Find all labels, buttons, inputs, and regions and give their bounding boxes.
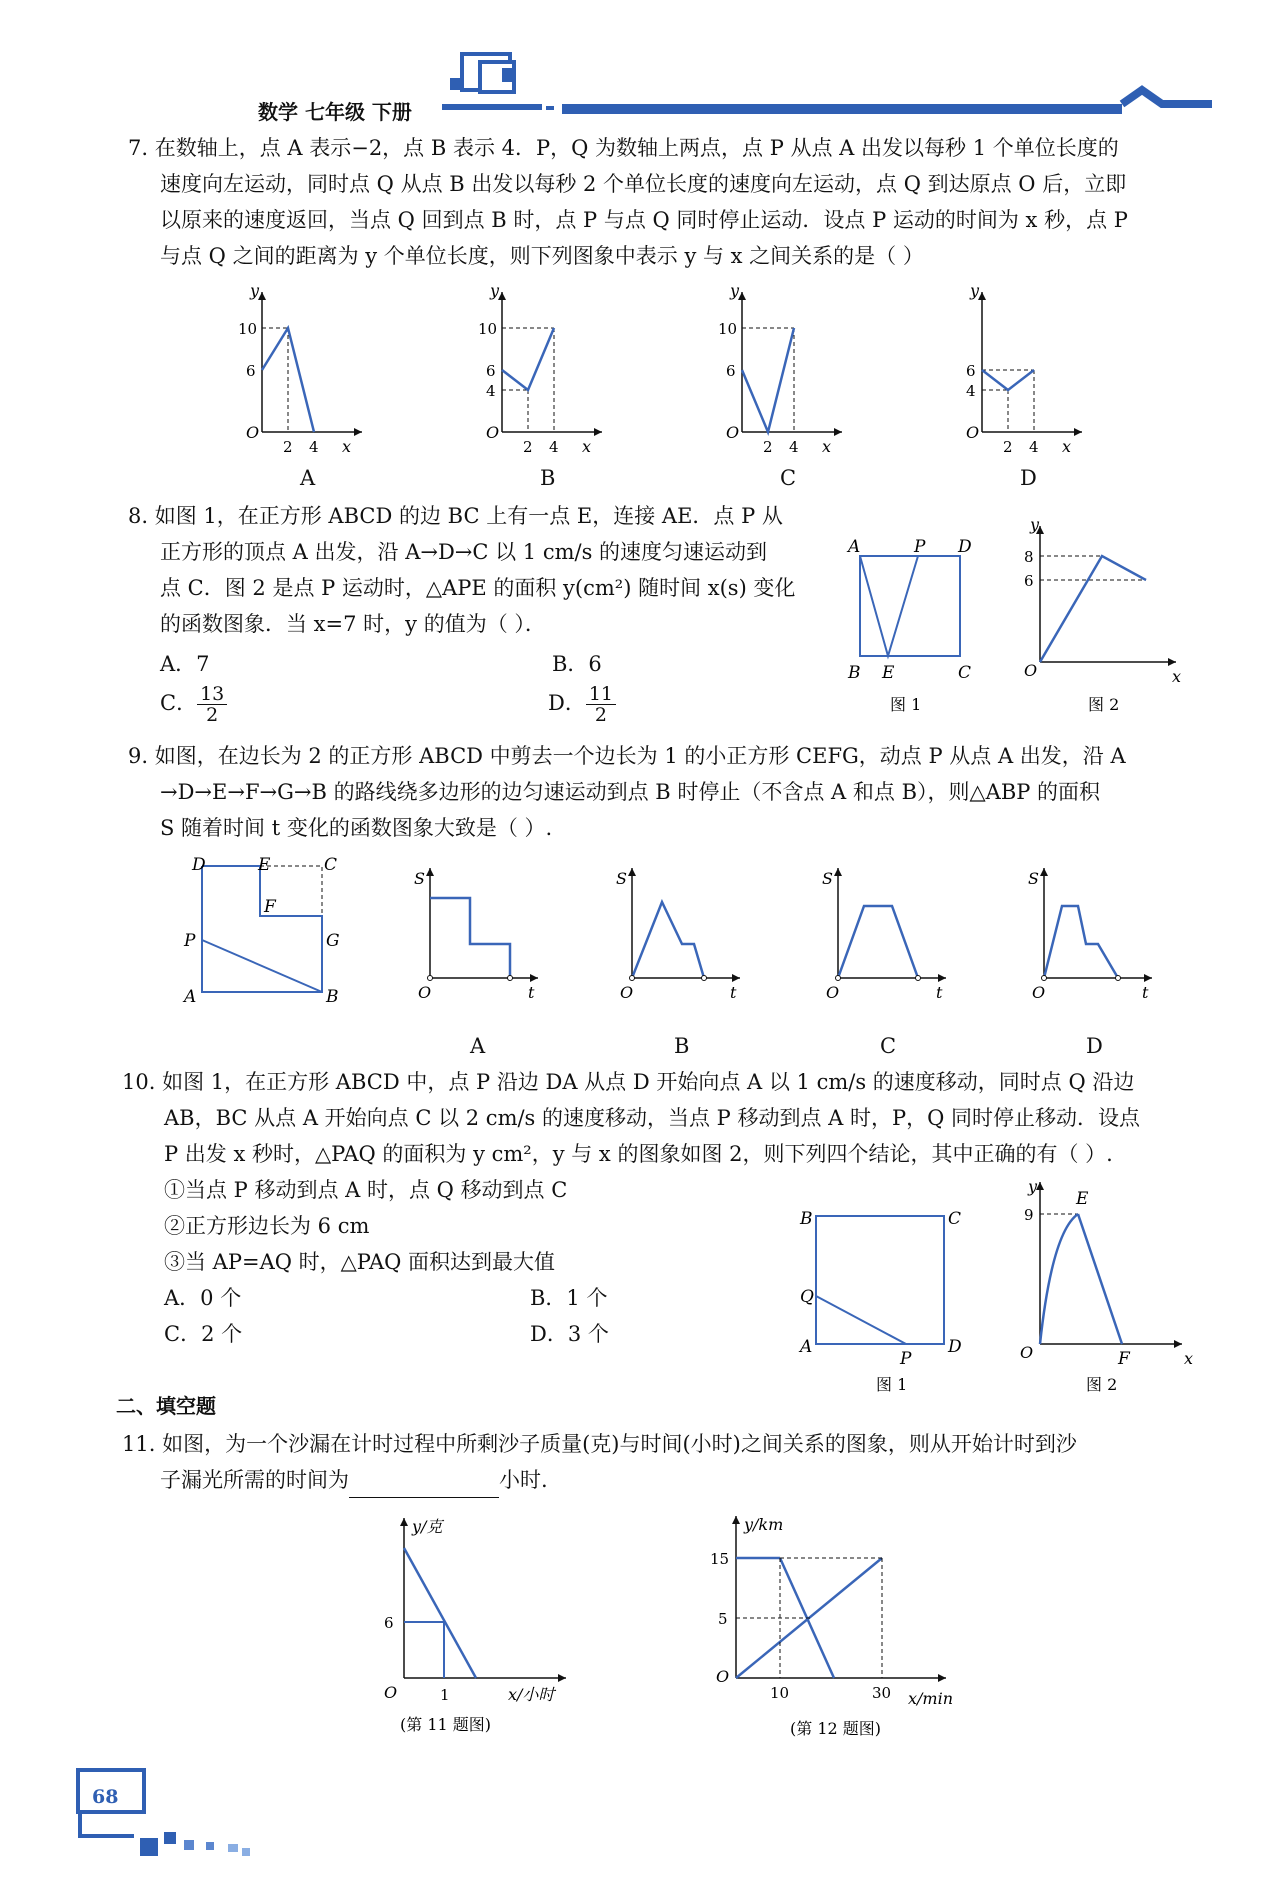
q7-line-4: 与点 Q 之间的距离为 y 个单位长度，则下列图象中表示 y 与 x 之间关系的是（ ） (160, 244, 924, 268)
origin: O (384, 1683, 398, 1702)
y-label: y/克 (412, 1517, 443, 1536)
tick-4: 4 (486, 382, 496, 400)
q7-option-d[interactable]: D (1020, 466, 1037, 490)
x-label: x (342, 437, 352, 456)
q8-option-c-prefix: C． (160, 691, 198, 715)
t-label: t (936, 983, 943, 1002)
label-c: C (958, 663, 972, 683)
tick-15: 15 (710, 1550, 730, 1568)
x-label: x (1062, 437, 1072, 456)
q11-line-2-prefix: 子漏光所需的时间为 (160, 1468, 349, 1492)
s-label: S (1028, 869, 1039, 888)
tick-6: 6 (726, 362, 736, 380)
t-label: t (1142, 983, 1149, 1002)
tick-2: 2 (763, 438, 773, 456)
tick-2: 2 (523, 438, 533, 456)
tick-6: 6 (246, 362, 256, 380)
tick-4: 4 (966, 382, 976, 400)
q9-graph-c (818, 860, 958, 1010)
origin: O (1024, 661, 1038, 680)
q10-statement-1: ①当点 P 移动到点 A 时，点 Q 移动到点 C (164, 1178, 568, 1202)
x-label: x/小时 (508, 1685, 555, 1704)
q10-line-3: P 出发 x 秒时，△PAQ 的面积为 y cm²，y 与 x 的图象如图 2，则下列四个结论，其中正确的有（ ）. (164, 1142, 1113, 1166)
q11-line-1: 11. 如图，为一个沙漏在计时过程中所剩沙子质量(克)与时间(小时)之间关系的图象，则从开始计时到沙 (122, 1432, 1077, 1456)
q8-option-b[interactable]: B．6 (552, 652, 602, 676)
t-label: t (528, 983, 535, 1002)
q8-option-c[interactable] (160, 684, 227, 725)
tick-4: 4 (309, 438, 319, 456)
origin: O (966, 423, 980, 442)
label-e: E (882, 663, 895, 683)
footer-decoration (60, 1760, 300, 1870)
label-b: B (848, 663, 861, 683)
y-label: y (1030, 515, 1040, 534)
origin: O (620, 983, 634, 1002)
q8-option-a[interactable]: A．7 (160, 652, 210, 676)
q9-option-a[interactable]: A (470, 1034, 486, 1058)
q8-option-d-fraction (586, 684, 616, 725)
q9-graph-a (410, 860, 550, 1010)
q7-option-a[interactable]: A (300, 466, 316, 490)
q9-graph-d (1024, 860, 1164, 1010)
tick-2: 2 (283, 438, 293, 456)
q8-line-2: 正方形的顶点 A 出发，沿 A→D→C 以 1 cm/s 的速度匀速运动到 (160, 540, 768, 564)
q9-graph-b (612, 860, 752, 1010)
q9-option-c[interactable]: C (880, 1034, 897, 1058)
label-g: G (326, 931, 340, 951)
label-d: D (958, 537, 972, 557)
y-label: y (490, 281, 500, 300)
label-q: Q (800, 1287, 814, 1307)
label-d: D (192, 855, 206, 875)
q7-graph-b (478, 281, 612, 462)
origin: O (1032, 983, 1046, 1002)
page-number: 68 (92, 1786, 119, 1808)
q11-line-2-suffix: 小时. (499, 1468, 548, 1492)
q8-c-num: 13 (197, 684, 227, 705)
label-f: F (1118, 1349, 1130, 1369)
q10-line-2: AB，BC 从点 A 开始向点 C 以 2 cm/s 的速度移动，当点 P 移动到点 A 时，P，Q 同时停止移动．设点 (164, 1106, 1141, 1130)
label-b: B (800, 1209, 813, 1229)
q10-line-1: 10. 如图 1，在正方形 ABCD 中，点 P 沿边 DA 从点 D 开始向点 A 以 1 cm/s 的速度移动，同时点 Q 沿边 (122, 1070, 1135, 1094)
label-c: C (324, 855, 338, 875)
q7-graph-d (962, 282, 1092, 462)
y-label: y (730, 281, 740, 300)
label-a: A (184, 987, 197, 1007)
s-label: S (414, 869, 425, 888)
fig2-caption: 图 2 (1088, 695, 1120, 714)
s-label: S (822, 869, 833, 888)
q7-graph-a (238, 281, 372, 462)
q11-line-2 (160, 1462, 548, 1498)
q9-option-b[interactable]: B (674, 1034, 690, 1058)
q11-answer-blank[interactable] (349, 1475, 499, 1498)
tick-4x: 4 (1029, 438, 1039, 456)
label-p: P (900, 1349, 912, 1369)
q8-figure-2 (1016, 516, 1196, 730)
tick-2: 2 (1003, 438, 1013, 456)
q8-d-den: 2 (594, 704, 607, 726)
q10-figure-1 (788, 1200, 978, 1400)
tick-9: 9 (1024, 1206, 1034, 1224)
q10-option-b[interactable]: B．1 个 (530, 1286, 608, 1310)
label-f: F (264, 897, 276, 917)
y-label: y (970, 281, 980, 300)
q8-option-c-fraction (197, 684, 227, 725)
label-e: E (1076, 1189, 1089, 1209)
q8-c-den: 2 (206, 704, 219, 726)
q11-figure (366, 1508, 586, 1738)
fig1-caption: 图 1 (890, 695, 922, 714)
tick-5: 5 (718, 1610, 728, 1628)
label-d: D (948, 1337, 962, 1357)
q10-option-c[interactable]: C．2 个 (164, 1322, 243, 1346)
label-c: C (948, 1209, 962, 1229)
origin: O (418, 983, 432, 1002)
q9-line-2: →D→E→F→G→B 的路线绕多边形的边匀速运动到点 B 时停止（不含点 A 和点 B），则△ABP 的面积 (160, 780, 1101, 804)
q7-line-1: 7. 在数轴上，点 A 表示−2，点 B 表示 4．P，Q 为数轴上两点，点 P 从点 A 出发以每秒 1 个单位长度的 (128, 136, 1119, 160)
tick-4x: 4 (549, 438, 559, 456)
tick-6: 6 (486, 362, 496, 380)
q9-line-3: S 随着时间 t 变化的函数图象大致是（ ）. (160, 816, 553, 840)
q7-option-b[interactable]: B (540, 466, 556, 490)
tick-4: 4 (789, 438, 799, 456)
q10-figure-2 (1006, 1172, 1206, 1400)
q8-option-d[interactable] (548, 684, 616, 725)
x-label: x (1172, 667, 1182, 686)
tick-10: 10 (770, 1684, 790, 1702)
tick-6: 6 (1024, 572, 1034, 590)
q9-figure (180, 856, 350, 1016)
label-a: A (848, 537, 861, 557)
origin: O (1020, 1343, 1034, 1362)
q7-graph-c (718, 281, 852, 462)
label-a: A (800, 1337, 813, 1357)
q12-figure (700, 1506, 970, 1746)
label-p: P (914, 537, 926, 557)
tick-6: 6 (966, 362, 976, 380)
y-label: y (250, 281, 260, 300)
q10-statement-3: ③当 AP=AQ 时，△PAQ 面积达到最大值 (164, 1250, 556, 1274)
origin: O (726, 423, 740, 442)
origin: O (486, 423, 500, 442)
q8-option-d-prefix: D． (548, 691, 586, 715)
q10-option-d[interactable]: D．3 个 (530, 1322, 609, 1346)
q10-option-a[interactable]: A．0 个 (164, 1286, 242, 1310)
q7-line-3: 以原来的速度返回，当点 Q 回到点 B 时，点 P 与点 Q 同时停止运动．设点 P 运动的时间为 x 秒，点 P (160, 208, 1128, 232)
y-label: y/km (744, 1515, 784, 1534)
tick-30: 30 (872, 1684, 892, 1702)
label-p: P (184, 931, 196, 951)
tick-8: 8 (1024, 548, 1034, 566)
label-b: B (326, 987, 339, 1007)
x-label: x (822, 437, 832, 456)
caption: (第 12 题图) (790, 1719, 882, 1738)
x-label: x/min (908, 1689, 954, 1708)
t-label: t (730, 983, 737, 1002)
x-label: x (582, 437, 592, 456)
caption: (第 11 题图) (400, 1715, 492, 1734)
x-label: x (1184, 1349, 1194, 1368)
q7-line-2: 速度向左运动，同时点 Q 从点 B 出发以每秒 2 个单位长度的速度向左运动，点 Q 到达原点 O 后，立即 (160, 172, 1127, 196)
tick-10: 10 (718, 320, 738, 338)
fig2-caption: 图 2 (1086, 1375, 1118, 1394)
q8-line-1: 8. 如图 1，在正方形 ABCD 的边 BC 上有一点 E，连接 AE．点 P 从 (128, 504, 783, 528)
fig1-caption: 图 1 (876, 1375, 908, 1394)
tick-10: 10 (478, 320, 498, 338)
q8-line-3: 点 C．图 2 是点 P 运动时，△APE 的面积 y(cm²) 随时间 x(s) 变化 (160, 576, 796, 600)
q8-figure-1 (838, 530, 988, 730)
origin: O (716, 1667, 730, 1686)
y-label: y (1028, 1177, 1038, 1196)
q8-line-4: 的函数图象．当 x=7 时，y 的值为（ ）． (160, 612, 546, 636)
q9-line-1: 9. 如图，在边长为 2 的正方形 ABCD 中剪去一个边长为 1 的小正方形 CEFG，动点 P 从点 A 出发，沿 A (128, 744, 1126, 768)
tick-10: 10 (238, 320, 258, 338)
q7-option-c[interactable]: C (780, 466, 797, 490)
origin: O (826, 983, 840, 1002)
origin: O (246, 423, 260, 442)
s-label: S (616, 869, 627, 888)
label-e: E (258, 855, 271, 875)
section-title: 二、填空题 (116, 1394, 216, 1418)
q9-option-d[interactable]: D (1086, 1034, 1103, 1058)
page-header-title: 数学 七年级 下册 (258, 100, 412, 124)
tick-6: 6 (384, 1614, 394, 1632)
q8-d-num: 11 (586, 684, 616, 705)
tick-1: 1 (440, 1686, 450, 1704)
header-decoration (0, 0, 1280, 140)
q10-statement-2: ②正方形边长为 6 cm (164, 1214, 370, 1238)
